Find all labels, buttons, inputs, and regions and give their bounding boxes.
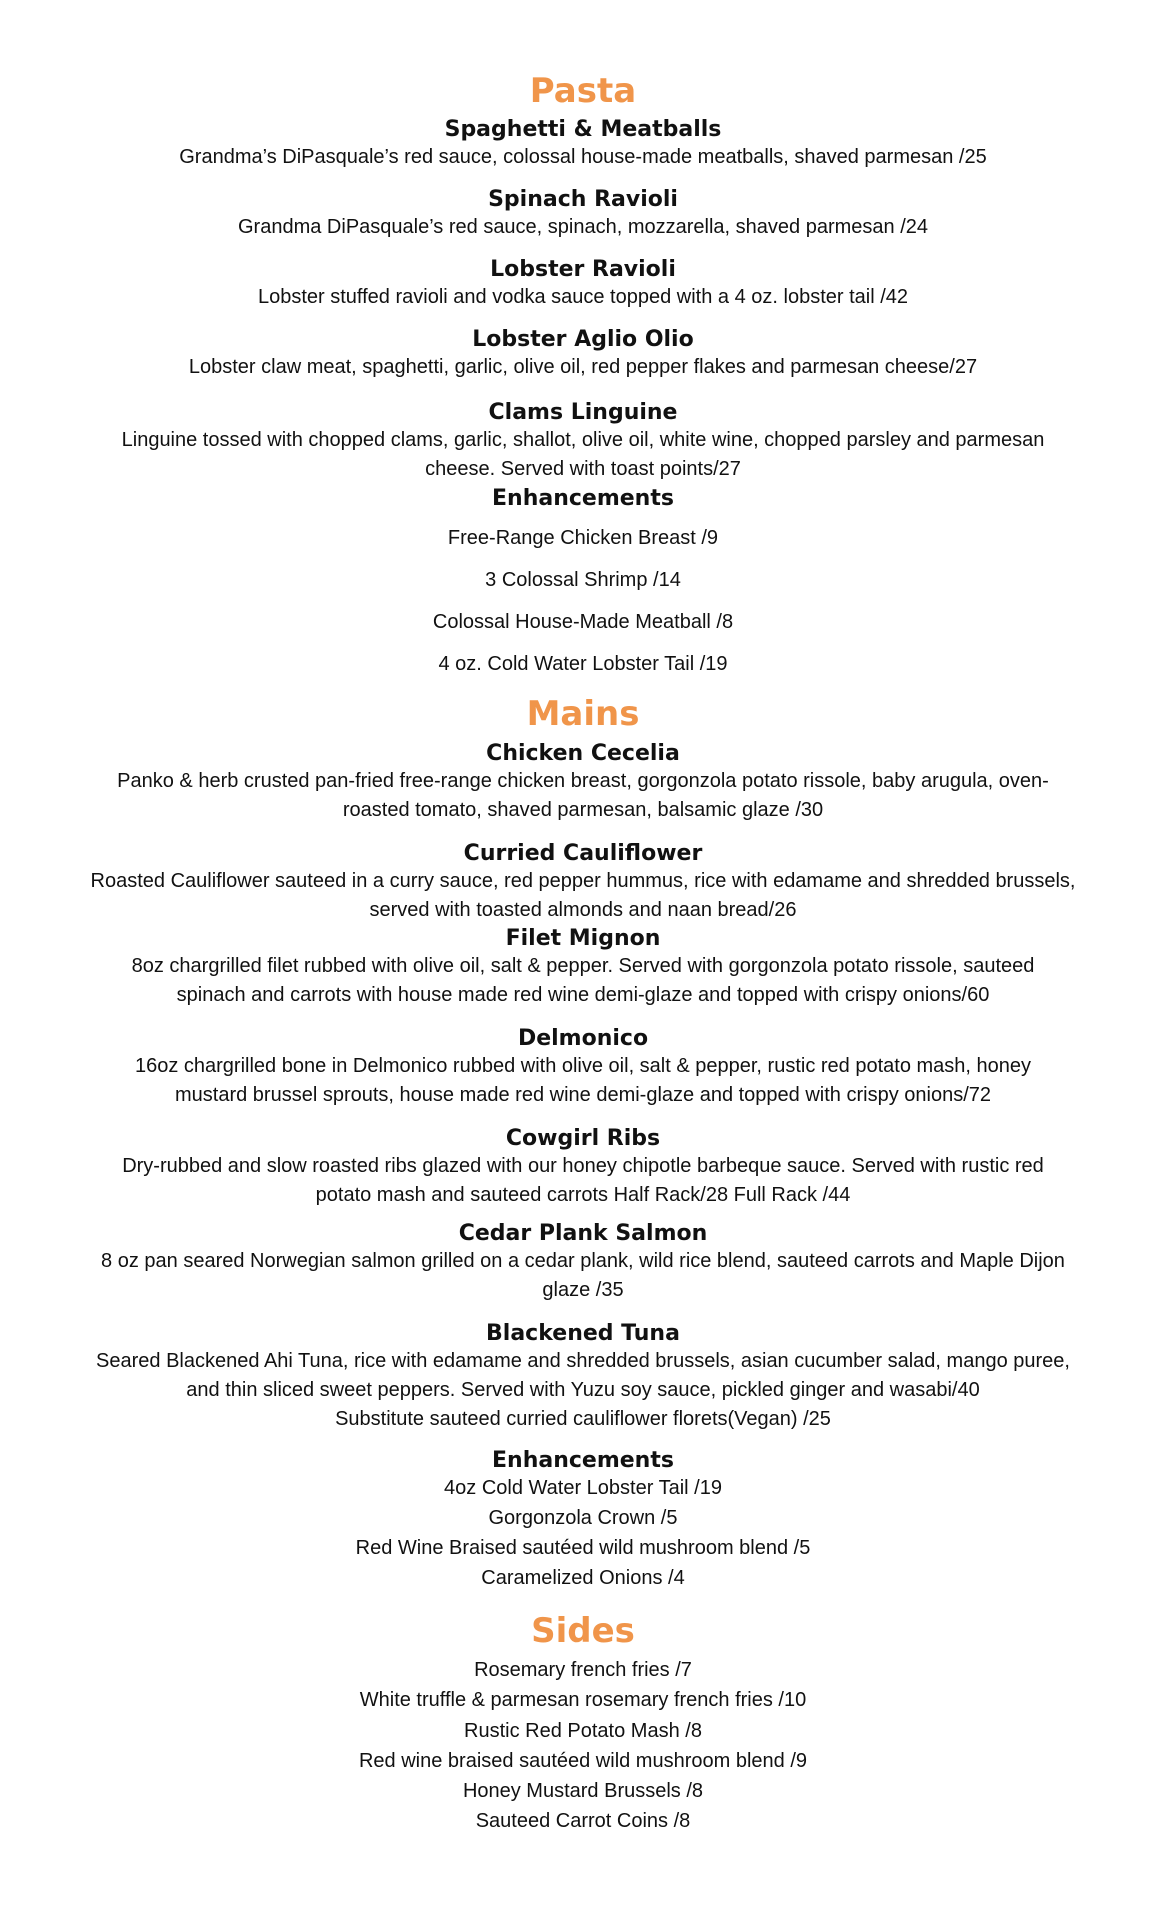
item-name-filet-mignon: Filet Mignon [505,926,661,951]
enhancement-item: Red Wine Braised sautéed wild mushroom blend /5 [355,1537,811,1559]
item-name-spaghetti-meatballs: Spaghetti & Meatballs [444,117,722,142]
side-item: Sauteed Carrot Coins /8 [475,1810,691,1832]
item-name-lobster-ravioli: Lobster Ravioli [490,257,676,282]
enhancement-item: 3 Colossal Shrimp /14 [485,569,681,591]
section-title-pasta: Pasta [529,71,637,111]
item-desc-lobster-aglio-olio: Lobster claw meat, spaghetti, garlic, olive oil, red pepper flakes and parmesan cheese/27 [188,356,978,378]
section-title-sides: Sides [531,1611,635,1651]
item-desc-blackened-tuna-line-1: Seared Blackened Ahi Tuna, rice with edamame and shredded brussels, asian cucumber salad, mango puree, [96,1350,1070,1372]
item-desc-cedar-plank-salmon-line-2: glaze /35 [542,1279,624,1301]
item-name-curried-cauliflower: Curried Cauliflower [463,841,703,866]
item-name-cowgirl-ribs: Cowgirl Ribs [505,1126,661,1151]
item-desc-clams-linguine-line-2: cheese. Served with toast points/27 [425,458,741,480]
item-desc-blackened-tuna-line-3: Substitute sauteed curried cauliflower florets(Vegan) /25 [335,1408,831,1430]
side-item: Red wine braised sautéed wild mushroom blend /9 [358,1750,808,1772]
item-desc-filet-mignon-line-1: 8oz chargrilled filet rubbed with olive oil, salt & pepper. Served with gorgonzola potato rissole, sauteed [131,955,1035,977]
item-name-blackened-tuna: Blackened Tuna [486,1321,680,1346]
item-name-lobster-aglio-olio: Lobster Aglio Olio [472,327,694,352]
side-item: Rosemary french fries /7 [474,1659,692,1681]
enhancement-item: 4 oz. Cold Water Lobster Tail /19 [438,653,728,675]
item-desc-cowgirl-ribs-line-2: potato mash and sauteed carrots Half Rack/28 Full Rack /44 [315,1184,851,1206]
item-desc-cedar-plank-salmon-line-1: 8 oz pan seared Norwegian salmon grilled on a cedar plank, wild rice blend, sauteed carrots and Maple Dijon [101,1250,1065,1272]
item-name-cedar-plank-salmon: Cedar Plank Salmon [458,1221,708,1246]
item-desc-chicken-cecelia-line-2: roasted tomato, shaved parmesan, balsamic glaze /30 [342,799,824,821]
item-desc-delmonico-line-2: mustard brussel sprouts, house made red wine demi-glaze and topped with crispy onions/72 [175,1084,991,1106]
item-desc-blackened-tuna-line-2: and thin sliced sweet peppers. Served with Yuzu soy sauce, pickled ginger and wasabi/40 [186,1379,980,1401]
side-item: Rustic Red Potato Mash /8 [464,1720,702,1742]
item-desc-curried-cauliflower-line-2: served with toasted almonds and naan bread/26 [369,899,797,921]
item-desc-spinach-ravioli: Grandma DiPasquale’s red sauce, spinach, mozzarella, shaved parmesan /24 [238,216,928,238]
item-name-clams-linguine: Clams Linguine [488,400,678,425]
item-desc-delmonico-line-1: 16oz chargrilled bone in Delmonico rubbed with olive oil, salt & pepper, rustic red potato mash, honey [134,1055,1032,1077]
side-item: Honey Mustard Brussels /8 [462,1780,704,1802]
item-name-spinach-ravioli: Spinach Ravioli [488,187,678,212]
enhancement-item: Caramelized Onions /4 [481,1567,685,1589]
item-desc-lobster-ravioli: Lobster stuffed ravioli and vodka sauce topped with a 4 oz. lobster tail /42 [257,286,909,308]
item-desc-chicken-cecelia-line-1: Panko & herb crusted pan-fried free-range chicken breast, gorgonzola potato rissole, baby arugula, oven- [117,770,1049,792]
section-title-mains: Mains [526,694,640,734]
item-desc-filet-mignon-line-2: spinach and carrots with house made red wine demi-glaze and topped with crispy onions/60 [176,984,990,1006]
enhancement-item: Free-Range Chicken Breast /9 [447,527,719,549]
item-desc-spaghetti-meatballs: Grandma’s DiPasquale’s red sauce, colossal house-made meatballs, shaved parmesan /25 [179,146,987,168]
enhancement-item: Colossal House-Made Meatball /8 [432,611,734,633]
enhancement-item: 4oz Cold Water Lobster Tail /19 [444,1477,722,1499]
item-desc-curried-cauliflower-line-1: Roasted Cauliflower sauteed in a curry sauce, red pepper hummus, rice with edamame and shredded brussels, [90,870,1076,892]
item-desc-cowgirl-ribs-line-1: Dry-rubbed and slow roasted ribs glazed with our honey chipotle barbeque sauce. Served with rustic red [122,1155,1044,1177]
item-desc-clams-linguine-line-1: Linguine tossed with chopped clams, garlic, shallot, olive oil, white wine, chopped parsley and parmesan [121,429,1045,451]
enhancements-title-mains: Enhancements [492,1448,674,1473]
item-name-delmonico: Delmonico [517,1026,649,1051]
enhancements-title-pasta: Enhancements [492,486,674,511]
enhancement-item: Gorgonzola Crown /5 [488,1507,678,1529]
item-name-chicken-cecelia: Chicken Cecelia [486,741,680,766]
side-item: White truffle & parmesan rosemary french fries /10 [359,1689,807,1711]
